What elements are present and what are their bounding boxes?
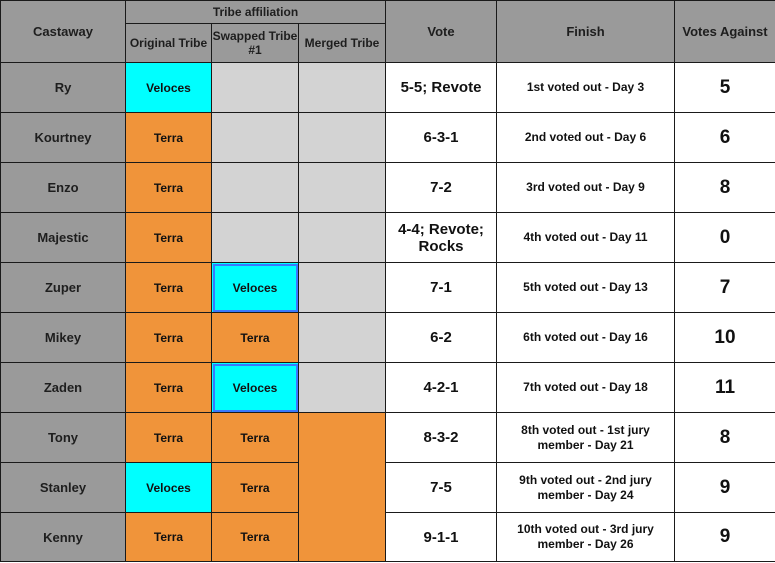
vote-cell: 9-1-1 [386, 513, 497, 562]
votes-against-cell: 9 [675, 513, 775, 562]
votes-against-cell: 6 [675, 113, 775, 163]
votes-against-cell: 9 [675, 463, 775, 513]
vote-cell: 4-4; Revote; Rocks [386, 213, 497, 263]
vote-cell: 7-2 [386, 163, 497, 213]
swapped-tribe-cell: Veloces [212, 363, 299, 413]
votes-against-header: Votes Against [675, 1, 775, 63]
finish-cell: 4th voted out - Day 11 [497, 213, 675, 263]
castaway-name: Ry [1, 63, 126, 113]
finish-cell: 9th voted out - 2nd jury member - Day 24 [497, 463, 675, 513]
merged-tribe-cell [299, 63, 386, 113]
votes-against-cell: 7 [675, 263, 775, 313]
original-tribe-cell: Terra [126, 213, 212, 263]
table-row [1, 513, 775, 562]
merged-tribe-cell [299, 413, 386, 562]
swapped-tribe-cell: Veloces [212, 263, 299, 313]
original-tribe-cell: Terra [126, 363, 212, 413]
finish-cell: 6th voted out - Day 16 [497, 313, 675, 363]
votes-against-cell: 10 [675, 313, 775, 363]
votes-against-cell: 11 [675, 363, 775, 413]
original-tribe-header: Original Tribe [126, 24, 212, 63]
castaway-name: Stanley [1, 463, 126, 513]
finish-header: Finish [497, 1, 675, 63]
swapped-tribe-cell: Terra [212, 463, 299, 513]
table-row [1, 463, 775, 513]
swapped-tribe-cell [212, 213, 299, 263]
finish-cell: 1st voted out - Day 3 [497, 63, 675, 113]
table-body [1, 63, 775, 562]
finish-cell: 7th voted out - Day 18 [497, 363, 675, 413]
votes-against-cell: 8 [675, 163, 775, 213]
vote-cell: 7-1 [386, 263, 497, 313]
original-tribe-cell: Veloces [126, 63, 212, 113]
table-row [1, 213, 775, 263]
merged-tribe-cell [299, 263, 386, 313]
merged-tribe-cell [299, 363, 386, 413]
finish-cell: 2nd voted out - Day 6 [497, 113, 675, 163]
castaway-name: Majestic [1, 213, 126, 263]
vote-cell: 7-5 [386, 463, 497, 513]
original-tribe-cell: Terra [126, 313, 212, 363]
vote-cell: 5-5; Revote [386, 63, 497, 113]
swapped-tribe-cell [212, 163, 299, 213]
finish-cell: 10th voted out - 3rd jury member - Day 26 [497, 513, 675, 562]
votes-against-cell: 8 [675, 413, 775, 463]
original-tribe-cell: Terra [126, 413, 212, 463]
swapped-tribe-cell: Terra [212, 313, 299, 363]
original-tribe-cell: Terra [126, 163, 212, 213]
merged-tribe-cell [299, 313, 386, 363]
table-row [1, 63, 775, 113]
table-row [1, 413, 775, 463]
original-tribe-cell: Terra [126, 113, 212, 163]
castaway-name: Tony [1, 413, 126, 463]
tribe-affiliation-header: Tribe affiliation [126, 1, 386, 24]
vote-cell: 6-2 [386, 313, 497, 363]
merged-tribe-cell [299, 163, 386, 213]
votes-against-cell: 0 [675, 213, 775, 263]
finish-cell: 5th voted out - Day 13 [497, 263, 675, 313]
finish-cell: 8th voted out - 1st jury member - Day 21 [497, 413, 675, 463]
table-row [1, 263, 775, 313]
vote-header: Vote [386, 1, 497, 63]
table-row [1, 163, 775, 213]
vote-cell: 6-3-1 [386, 113, 497, 163]
original-tribe-cell: Terra [126, 513, 212, 562]
swapped-tribe-cell: Terra [212, 513, 299, 562]
swapped-tribe-cell [212, 113, 299, 163]
swapped-tribe-cell: Terra [212, 413, 299, 463]
castaway-name: Kourtney [1, 113, 126, 163]
table-row [1, 363, 775, 413]
merged-tribe-cell [299, 213, 386, 263]
original-tribe-cell: Terra [126, 263, 212, 313]
castaway-name: Zaden [1, 363, 126, 413]
castaway-name: Kenny [1, 513, 126, 562]
table-row [1, 313, 775, 363]
merged-tribe-header: Merged Tribe [299, 24, 386, 63]
castaway-name: Zuper [1, 263, 126, 313]
table-row [1, 113, 775, 163]
castaway-header: Castaway [1, 1, 126, 63]
swapped-tribe-cell [212, 63, 299, 113]
finish-cell: 3rd voted out - Day 9 [497, 163, 675, 213]
castaway-name: Enzo [1, 163, 126, 213]
castaway-name: Mikey [1, 313, 126, 363]
vote-cell: 4-2-1 [386, 363, 497, 413]
merged-tribe-cell [299, 113, 386, 163]
swapped-tribe-header: Swapped Tribe #1 [212, 24, 299, 63]
original-tribe-cell: Veloces [126, 463, 212, 513]
vote-cell: 8-3-2 [386, 413, 497, 463]
votes-against-cell: 5 [675, 63, 775, 113]
